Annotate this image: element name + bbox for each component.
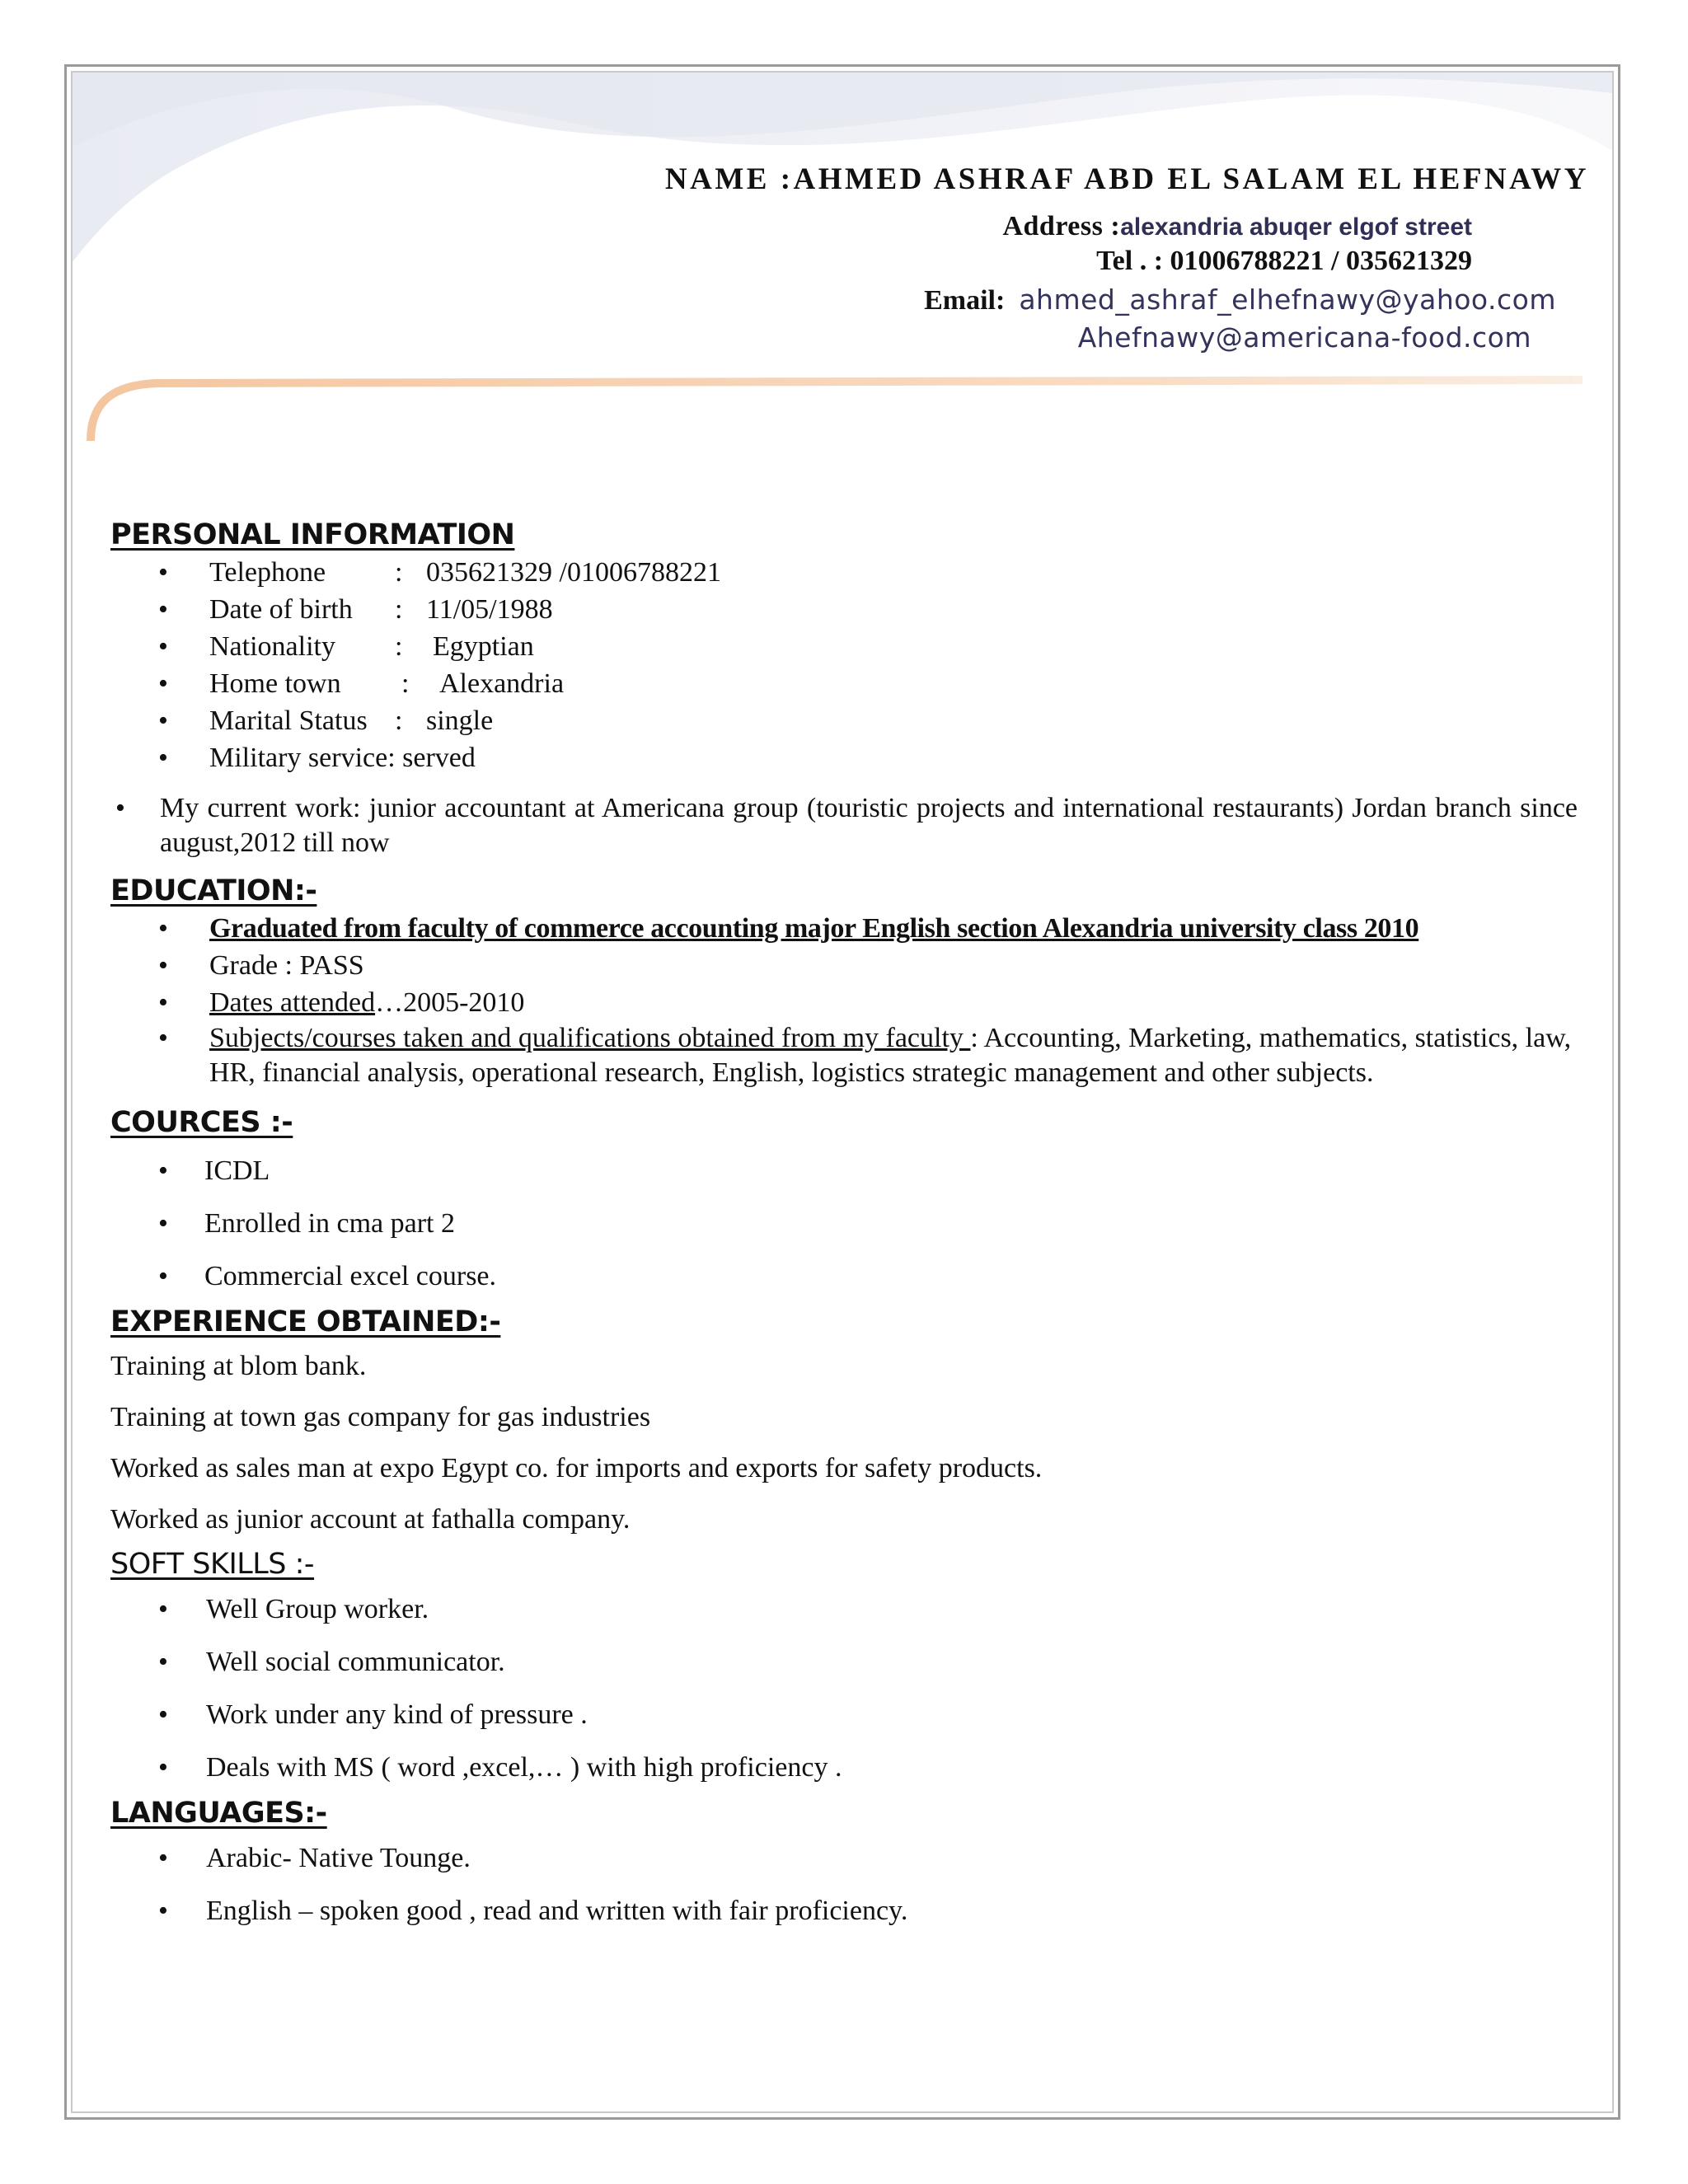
current-work-list — [110, 791, 1578, 860]
list-item — [110, 984, 1578, 1021]
list-item: Training at blom bank. — [110, 1351, 367, 1381]
personal-value: 035621329 /01006788221 — [426, 557, 721, 588]
dates-attended-value: …2005-2010 — [375, 987, 525, 1018]
courses-heading: COURCES :- — [110, 1106, 293, 1139]
experience-list — [110, 1341, 1578, 1545]
personal-key: Marital Status — [209, 705, 368, 736]
subjects-value: : Accounting, Marketing, mathematics, statistics, law, HR, financial analysis, operational research, English, logistics strategic management and other subjects. — [209, 1023, 1572, 1088]
address-label: Address : — [1002, 211, 1121, 241]
current-work: • My current work: junior accountant at Americana group (touristic projects and international restaurants) Jordan branch since august,2012 till now — [110, 791, 1578, 860]
email-secondary[interactable]: Ahefnawy@americana-food.com — [1077, 321, 1531, 354]
dates-attended-label: Dates attended — [209, 987, 376, 1018]
personal-key: Date of birth — [209, 594, 353, 625]
list-item: • English – spoken good , read and written with fair proficiency. — [110, 1885, 1578, 1938]
list-item: • Date of birth : 11/05/1988 — [110, 591, 1578, 628]
email-label: Email: — [924, 285, 1006, 316]
graduation-statement: Graduated from faculty of commerce accounting major English section Alexandria university class 2010 — [209, 913, 1419, 944]
address-value: alexandria abuqer elgof street — [1120, 213, 1472, 241]
experience-heading: EXPERIENCE OBTAINED:- — [110, 1305, 501, 1338]
personal-information-list — [110, 554, 1578, 776]
list-item: • ICDL — [110, 1145, 1578, 1197]
list-item: • Telephone : 035621329 /01006788221 — [110, 554, 1578, 591]
subjects-label: Subjects/courses taken and qualifications obtained from my faculty — [209, 1023, 971, 1053]
list-item: • Work under any kind of pressure . — [110, 1689, 1578, 1741]
list-item: • Military service: served — [110, 739, 1578, 776]
list-item: • Arabic- Native Tounge. — [110, 1832, 1578, 1885]
list-item: Worked as junior account at fathalla company. — [110, 1504, 631, 1535]
list-item: • Well social communicator. — [110, 1636, 1578, 1689]
list-item: • Deals with MS ( word ,excel,… ) with high proficiency . — [110, 1741, 1578, 1794]
list-item: Worked as sales man at expo Egypt co. for imports and exports for safety products. — [110, 1453, 1043, 1483]
email-primary[interactable]: ahmed_ashraf_elhefnawy@yahoo.com — [1019, 284, 1556, 316]
resume-body — [110, 516, 1578, 1938]
soft-skills-heading: SOFT SKILLS :- — [110, 1548, 315, 1581]
personal-value: Alexandria — [439, 668, 565, 699]
education-heading: EDUCATION:- — [110, 874, 317, 907]
telephone-line: Tel . : 01006788221 / 035621329 — [1096, 246, 1472, 276]
personal-information-heading: PERSONAL INFORMATION — [110, 518, 515, 551]
personal-value: single — [426, 705, 494, 736]
personal-key: Home town — [209, 668, 341, 699]
courses-list — [110, 1141, 1578, 1303]
candidate-name: NAME :AHMED ASHRAF ABD EL SALAM EL HEFNAWY — [664, 162, 1589, 196]
personal-value: 11/05/1988 — [426, 594, 553, 625]
list-item: • Home town : Alexandria — [110, 665, 1578, 702]
soft-skills-list — [110, 1583, 1578, 1794]
personal-key: Telephone — [209, 557, 326, 588]
list-item — [110, 910, 1578, 947]
list-item: Training at town gas company for gas industries — [110, 1402, 651, 1432]
list-item: • Grade : PASS — [110, 947, 1578, 984]
list-item: • Marital Status : single — [110, 702, 1578, 739]
list-item: • Nationality : Egyptian — [110, 628, 1578, 665]
list-item: • Well Group worker. — [110, 1583, 1578, 1636]
list-item: • Enrolled in cma part 2 — [110, 1197, 1578, 1250]
education-list — [110, 910, 1578, 1090]
languages-heading: LANGUAGES:- — [110, 1797, 327, 1830]
personal-key: Nationality — [209, 631, 335, 662]
list-item: • Commercial excel course. — [110, 1250, 1578, 1303]
personal-value: Egyptian — [433, 631, 534, 662]
list-item — [110, 1021, 1578, 1090]
address-line — [1002, 211, 1472, 242]
languages-list — [110, 1832, 1578, 1938]
email-line — [924, 284, 1556, 316]
